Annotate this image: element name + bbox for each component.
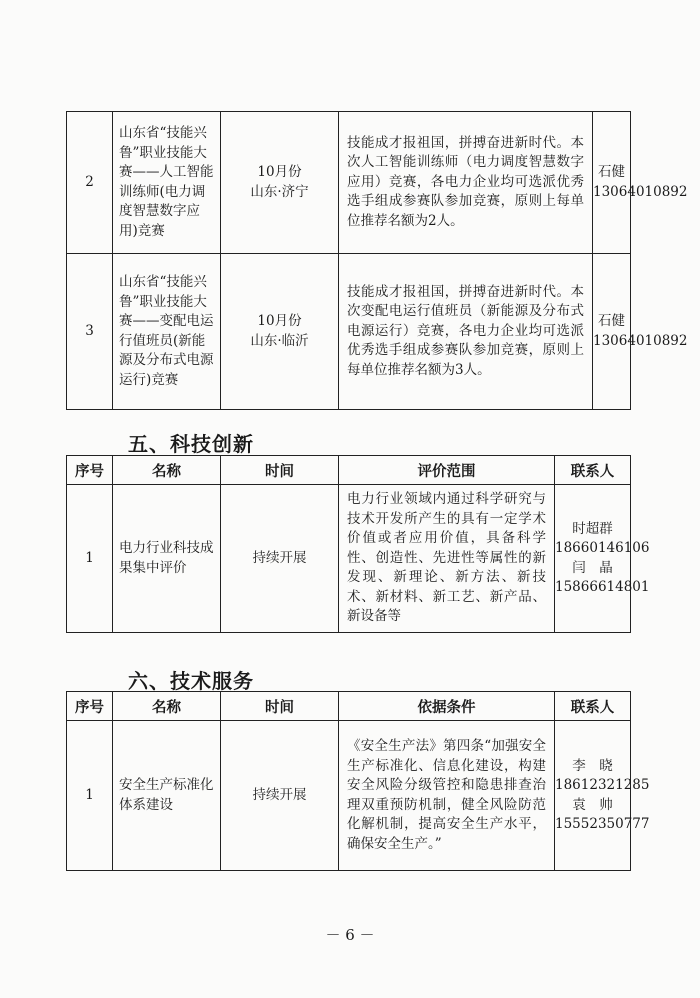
row-scope: 电力行业领域内通过科学研究与技术开发所产生的具有一定学术价值或者应用价值，具备科学性、创造性、先进性等属性的新发现、新理论、新方法、新技术、新材料、新工艺、新产品、新设备等 xyxy=(339,485,555,633)
row-time xyxy=(221,112,339,254)
contact-phone: 18612321285 xyxy=(555,777,650,793)
page-number: － 6 － xyxy=(325,926,375,944)
table-header-row xyxy=(67,456,631,485)
row-name: 山东省“技能兴鲁”职业技能大赛——变配电运行值班员(新能源及分布式电源运行)竞赛 xyxy=(113,254,221,410)
row-time-place: 山东·临沂 xyxy=(250,332,309,349)
contact-name: 闫 晶 xyxy=(572,559,613,576)
tech-service-table xyxy=(66,691,650,871)
contact-phone: 15866614801 xyxy=(555,579,650,595)
row-time-month: 10月份 xyxy=(257,313,302,329)
contact-name: 李 晓 xyxy=(572,757,613,774)
row-contact xyxy=(555,721,650,871)
header-time: 时间 xyxy=(221,692,339,721)
row-scope: 技能成才报祖国，拼搏奋进新时代。本次变配电运行值班员（新能源及分布式电源运行）竞赛，各电力企业均可选派优秀选手组成参赛队参加竞赛，原则上每单位推荐名额为3人。 xyxy=(339,254,593,410)
section-title-tech-service: 六、技术服务 xyxy=(128,669,254,693)
header-contact: 联系人 xyxy=(555,692,631,721)
row-time-place: 山东·济宁 xyxy=(250,183,309,200)
row-contact xyxy=(593,112,688,254)
row-time xyxy=(221,254,339,410)
table-row xyxy=(67,254,631,410)
row-seq: 1 xyxy=(67,485,113,633)
header-contact: 联系人 xyxy=(555,456,631,485)
table-row xyxy=(67,112,631,254)
row-seq: 3 xyxy=(67,254,113,410)
header-name: 名称 xyxy=(113,456,221,485)
row-name: 电力行业科技成果集中评价 xyxy=(113,485,221,633)
row-time-month: 10月份 xyxy=(257,164,302,180)
row-name: 安全生产标准化体系建设 xyxy=(113,721,221,871)
row-time: 持续开展 xyxy=(221,721,339,871)
header-seq: 序号 xyxy=(67,456,113,485)
header-time: 时间 xyxy=(221,456,339,485)
contact-name: 石健 xyxy=(598,313,625,329)
contact-phone: 13064010892 xyxy=(593,332,688,349)
header-seq: 序号 xyxy=(67,692,113,721)
row-name: 山东省“技能兴鲁”职业技能大赛——人工智能训练师(电力调度智慧数字应用)竞赛 xyxy=(113,112,221,254)
contact-name: 时超群 xyxy=(572,520,613,537)
contact-phone: 18660146106 xyxy=(555,540,650,556)
section-title-tech-innovation: 五、科技创新 xyxy=(128,432,254,456)
row-scope: 技能成才报祖国，拼搏奋进新时代。本次人工智能训练师（电力调度智慧数字应用）竞赛，各电力企业均可选派优秀选手组成参赛队参加竞赛，原则上每单位推荐名额为2人。 xyxy=(339,112,593,254)
table-row xyxy=(67,485,631,633)
row-seq: 2 xyxy=(67,112,113,254)
tech-innovation-table xyxy=(66,455,650,633)
header-scope: 评价范围 xyxy=(339,456,555,485)
contact-phone: 15552350777 xyxy=(555,816,650,832)
contact-name: 石健 xyxy=(598,164,625,180)
row-contact xyxy=(593,254,688,410)
table-header-row xyxy=(67,692,631,721)
table-row xyxy=(67,721,631,871)
row-seq: 1 xyxy=(67,721,113,871)
row-time: 持续开展 xyxy=(221,485,339,633)
row-contact xyxy=(555,485,650,633)
contact-name: 袁 帅 xyxy=(572,796,613,813)
contact-phone: 13064010892 xyxy=(593,183,688,200)
header-basis: 依据条件 xyxy=(339,692,555,721)
row-basis: 《安全生产法》第四条“加强安全生产标准化、信息化建设，构建安全风险分级管控和隐患排查治理双重预防机制，健全风险防范化解机制，提高安全生产水平，确保安全生产。” xyxy=(339,721,555,871)
competition-table xyxy=(66,111,688,410)
header-name: 名称 xyxy=(113,692,221,721)
